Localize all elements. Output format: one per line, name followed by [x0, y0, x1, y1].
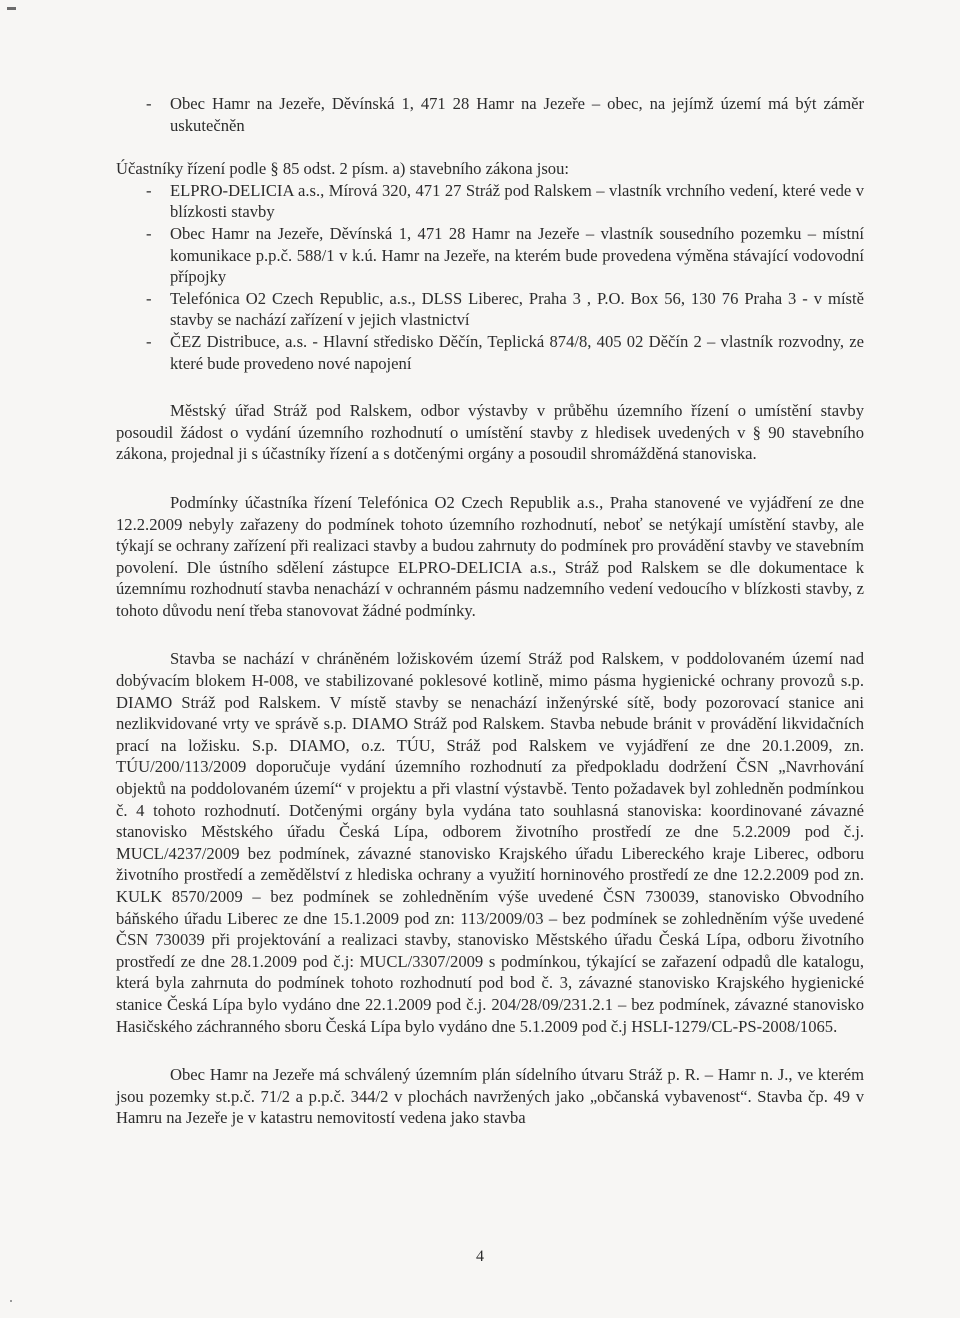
- participant-text: Telefónica O2 Czech Republic, a.s., DLSS Liberec, Praha 3 , P.O. Box 56, 130 76 Praha 3 - v místě stavby se nachází zařízení v jejich vlastnictví: [170, 288, 864, 330]
- body-paragraph: Obec Hamr na Jezeře má schválený územním plán sídelního útvaru Stráž p. R. – Hamr n. J., ve kterém jsou pozemky st.p.č. 71/2 a p.p.č. 344/2 v plochách navržených jako „občanská vybavenost“. Stavba čp. 49 v Hamru na Jezeře je v katastru nemovitostí vedena jako stavba: [116, 1065, 864, 1128]
- list-item: [116, 93, 864, 136]
- list-item: [116, 331, 864, 374]
- page-number: 4: [476, 1248, 484, 1265]
- body-paragraph: Stavba se nachází v chráněném ložiskovém území Stráž pod Ralskem, v poddolovaném území nad dobývacím blokem H-008, ve stabilizované poklesové kotlině, mimo pásma hygienické ochrany provozů s.p. DIAMO Stráž pod Ralskem. V místě stavby se nenachází inženýrské sítě, body pozorovací stanice ani nezlikvidované vrty ve správě s.p. DIAMO Stráž pod Ralskem. Stavba nebude bránit v provádění likvidačních prací na ložisku. S.p. DIAMO, o.z. TÚU, Stráž pod Ralskem ve vyjádření ze dne 20.1.2009, zn. TÚU/200/113/2009 doporučuje vydání územního rozhodnutí za předpokladu dodržení ČSN „Navrhování objektů na poddolovaném území“ v projektu a při vlastní výstavbě. Tento požadavek byl zohledněn podmínkou č. 4 tohoto rozhodnutí. Dotčenými orgány byla vydána tato souhlasná stanoviska: koordinované závazné stanovisko Městského úřadu Česká Lípa, odborem životního prostředí ze dne 5.2.2009 pod č.j. MUCL/4237/2009 bez podmínek, závazné stanovisko Krajského úřadu Libereckého kraje Liberec, odboru životního prostředí a zemědělství z hlediska ochrany a využití horninového prostředí ze dne 12.2.2009 pod zn. KULK 8570/2009 – bez podmínek se zohledněním výše uvedené ČSN 730039, stanovisko Obvodního báňského úřadu Liberec ze dne 15.1.2009 pod zn: 113/2009/03 – bez podmínek se zohledněním výše uvedené ČSN 730039 při projektování a realizaci stavby, stanovisko Městského úřadu Česká Lípa, odboru životního prostředí ze dne 28.1.2009 pod č.j: MUCL/3307/2009 s podmínkou, týkající se zařazení odpadů dle katalogu, která byla zahrnuta do podmínek tohoto rozhodnutí pod bod č. 3, závazné stanovisko Krajského hygienické stanice Česká Lípa bylo vydáno dne 22.1.2009 pod č.j. 204/28/09/231.2.1 – bez podmínek, závazné stanovisko Hasičského záchranného sboru Česká Lípa bylo vydáno dne 5.1.2009 pod č.j HSLI-1279/CL-PS-2008/1065.: [116, 649, 864, 1036]
- list-item: [116, 180, 864, 223]
- participant-text: ELPRO-DELICIA a.s., Mírová 320, 471 27 Stráž pod Ralskem – vlastník vrchního vedení, které vede v blízkosti stavby: [170, 180, 864, 222]
- list-dash: -: [146, 94, 152, 113]
- list-item: [116, 288, 864, 331]
- top-item-text: Obec Hamr na Jezeře, Děvínská 1, 471 28 Hamr na Jezeře – obec, na jejímž území má být záměr uskutečněn: [170, 94, 864, 135]
- list-item: [116, 223, 864, 288]
- participant-text: Obec Hamr na Jezeře, Děvínská 1, 471 28 Hamr na Jezeře – vlastník sousedního pozemku – místní komunikace p.p.č. 588/1 v k.ú. Hamr na Jezeře, na kterém bude provedena výměna stávající vodovodní přípojky: [170, 223, 864, 287]
- list-dash: -: [146, 331, 152, 351]
- scan-mark: [7, 7, 16, 10]
- scan-speck: [10, 1300, 12, 1302]
- body-paragraph: Podmínky účastníka řízení Telefónica O2 Czech Republik a.s., Praha stanovené ve vyjádření ze dne 12.2.2009 nebyly zařazeny do podmínek tohoto územního rozhodnutí, neboť se netýkají umístění stavby, ale týkají se ochrany zařízení při realizaci stavby a budou zahrnuty do podmínek pro provádění stavby ve stavebním povolení. Dle ústního sdělení zástupce ELPRO-DELICIA a.s., Stráž pod Ralskem se dle dokumentace k územnímu rozhodnutí stavba nenachází v ochranném pásmu nadzemního vedení vedoucího v blízkosti stavby, z tohoto důvodu není třeba stanovovat žádné podmínky.: [116, 492, 864, 620]
- participant-text: ČEZ Distribuce, a.s. - Hlavní středisko Děčín, Teplická 874/8, 405 02 Děčín 2 – vlastník rozvodny, ze které bude provedeno nové napojení: [170, 331, 864, 373]
- participants-intro: Účastníky řízení podle § 85 odst. 2 písm. a) stavebního zákona jsou:: [116, 159, 570, 179]
- list-dash: -: [146, 180, 152, 200]
- body-paragraph: Městský úřad Stráž pod Ralskem, odbor výstavby v průběhu územního řízení o umístění stavby posoudil žádost o vydání územního rozhodnutí o umístění stavby z hledisek uvedených v § 90 stavebního zákona, projednal ji s účastníky řízení a s dotčenými orgány a posoudil shromážděná stanoviska.: [116, 401, 864, 464]
- list-dash: -: [146, 288, 152, 308]
- list-dash: -: [146, 223, 152, 243]
